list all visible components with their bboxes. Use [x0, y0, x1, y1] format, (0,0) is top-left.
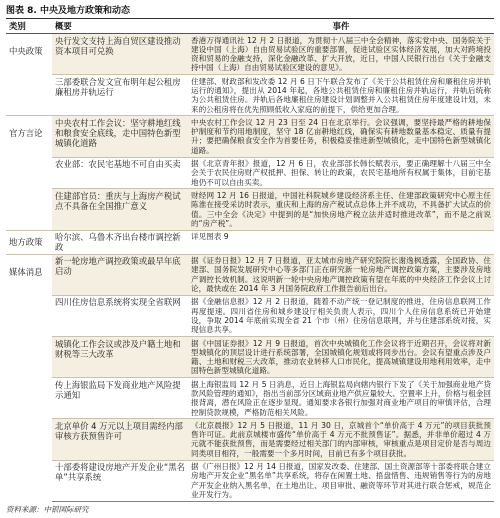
category-cell: 地方政策 [6, 230, 52, 254]
event-cell: 住建部、财政部和发改委 12 月 6 日下午联合发布了《关于公共租赁住房和廉租住房并轨运行的通知》，提出从 2014 年起，各地公共租赁住房和廉租住房并轨运行，并轨后统称为公共租赁住房。并轨后各地廉租住房建设计划调整并入公共租赁住房年度建设计划，未来的公租房将在优先照顾低收入家庭的前提下，供给更加合理。 [188, 75, 494, 116]
summary-cell: 四川住房信息系统将实现全省联网 [52, 295, 188, 336]
table-header-row [6, 20, 494, 34]
summary-cell: 城镇化工作会议或涉及户籍土地和财税等三大改革 [52, 337, 188, 378]
figure-title: 图表 8. 中央及地方政策和动态 [6, 5, 494, 19]
table-row [6, 295, 494, 336]
table-row [6, 254, 494, 295]
event-cell: 据《证券日报》12 月 7 日报道，亚太城市房地产研究院院长谢逸枫透露，全国政协、住建部、国务院发展研究中心等多部门正在研究新一轮房地产调控政策方案，主要涉及房地产调控长效机制。这说明新一轮中央房地产调控政策有望在年底的中央经济工作会议上讨论，最快或在 2014 年 3 月国务院政府工作报告前后出台。 [188, 254, 494, 295]
summary-cell: 传上海银监局下发商业地产风险提示通知 [52, 378, 188, 419]
table-row [6, 460, 494, 501]
event-cell: 《北京晨报》12 月 5 日报道，11 月 30 日，京城首个“单价高于 4 万元”的项目获批预售许可证。此前京城楼市盛传“单价高于 4 万元不批预售证”。据悉，并非单价超过 4 万元就不能获批预售，而是需要经过相关部门的内部审核，审核重点是项目定价是否与周边同类项目相符，一般需要一个多月时间，目前已有多个项目获批。 [188, 419, 494, 460]
category-cell: 中央政策 [6, 34, 52, 116]
event-cell: 据《中国证券报》12 月 9 日报道，首次中央城镇化工作会议将于近期召开，会议将对新型城镇化的顶层设计进行系统部署，全国城镇化规划或将同步出台。会议有望重点涉及户籍、土地和财税三大改革，推动农业转移人口市民化，提高城镇建设用地利用效率，走中国特色新型城镇化道路。 [188, 337, 494, 378]
category-cell: 媒体消息 [6, 254, 52, 501]
header-summary: 概要 [52, 20, 188, 34]
event-cell: 详见图表 9 [188, 230, 494, 254]
event-cell: 据《金融信息报》12 月 2 日报道，随着不动产统一登记制度的推进，住房信息联网工作再度提速。四川省住房和城乡建设厅相关负责人表示，四川个人住房信息系统已开始建设，争取 2014 年底前实现全省 21 个市（州）住房信息联网，并与住建部系统对接，实现信息共享。 [188, 295, 494, 336]
event-cell: 中央农村工作会议 12 月 23 日至 24 日在北京举行。会议强调，要坚持最严格的耕地保护制度和节约用地制度，坚守 18 亿亩耕地红线，确保实有耕地数量基本稳定、质量有提升；要把确保粮食安全作为首要任务，积极稳妥推进新型城镇化，走中国特色新型城镇化道路。 [188, 116, 494, 157]
policy-table [6, 20, 494, 502]
summary-cell: 北京单价 4 万元以上项目需经内部审核方获预售许可 [52, 419, 188, 460]
event-cell: 香港万得通讯社 12 月 2 日报道，为贯彻十八届三中全会精神，落实党中央、国务院关于建设中国（上海）自由贸易试验区的重要部署，促进试验区实体经济发展，加大对跨境投资和贸易的金融支持，深化金融改革、扩大开放，近日，中国人民银行出台《关于金融支持中国（上海）自由贸易试验区建设的意见》。 [188, 34, 494, 75]
category-cell: 官方言论 [6, 116, 52, 230]
table-row [6, 34, 494, 75]
summary-cell: 新一轮房地产调控政策或最早年底启动 [52, 254, 188, 295]
summary-cell: 十部委将建设房地产开发企业“黑名单”共享系统 [52, 460, 188, 501]
summary-cell: 央行发文支持上海自贸区建设推动资本项目可兑换 [52, 34, 188, 75]
event-cell: 据上海银监局 12 月 5 日消息，近日上海银监局向辖内银行下发了《关于加强商业地产贷款风险管理的通知》，指出当前部分区域商业地产供应量较大、空置率上升，价格与租金回报背离，潜在风险正在逐步显现。通知要求各银行加强对商业地产项目的审慎评估，合理控制贷款规模，严格防范相关风险。 [188, 378, 494, 419]
event-cell: 据《广州日报》12 月 14 日报道，国家发改委、住建部、国土资源部等十部委将联合建立房地产开发企业“黑名单”共享系统，将存在闲置土地、捂盘惜售、违规销售等行为的房地产开发企业纳入黑名单，在土地出让、项目审批、融资等环节对其进行联合惩戒，规范企业开发行为。 [188, 460, 494, 501]
table-row [6, 157, 494, 189]
table-row [6, 116, 494, 157]
table-row [6, 75, 494, 116]
summary-cell: 农业部：农民宅基地不可自由买卖 [52, 157, 188, 189]
table-row [6, 337, 494, 378]
table-row [6, 378, 494, 419]
table-row [6, 189, 494, 230]
source-note: 资料来源：中银国际研究 [6, 504, 89, 514]
summary-cell: 三部委联合发文宣布明年起公租房廉租房并轨运行 [52, 75, 188, 116]
summary-cell: 哈尔滨、乌鲁木齐出台楼市调控新政 [52, 230, 188, 254]
event-cell: 财经网 12 月 16 日报道，中国社科院城乡建设经济系主任、住建部政策研究中心原主任陈淮在接受采访时表示，重庆和上海的房产税试点总体上并不成功，不具备扩大试点的价值。三中全会《决定》中提到的是“加快房地产税立法并适时推进改革”，而不是之前说的“房产税”。 [188, 189, 494, 230]
header-category: 类别 [6, 20, 52, 34]
table-row [6, 419, 494, 460]
summary-cell: 住建部官员：重庆与上海房产税试点不具备在全国推广意义 [52, 189, 188, 230]
header-event: 事件 [188, 20, 494, 34]
event-cell: 据《北京青年报》报道，12 月 6 日，农业部部长韩长赋表示，要正确理解十八届三中全会关于农民住房财产权抵押、担保、转让的政策，农民宅基地所有权属于集体，目前宅基地仍不可以自由买卖。 [188, 157, 494, 189]
summary-cell: 中央农村工作会议：坚守耕地红线和粮食安全底线，走中国特色新型城镇化道路 [52, 116, 188, 157]
table-row [6, 230, 494, 254]
